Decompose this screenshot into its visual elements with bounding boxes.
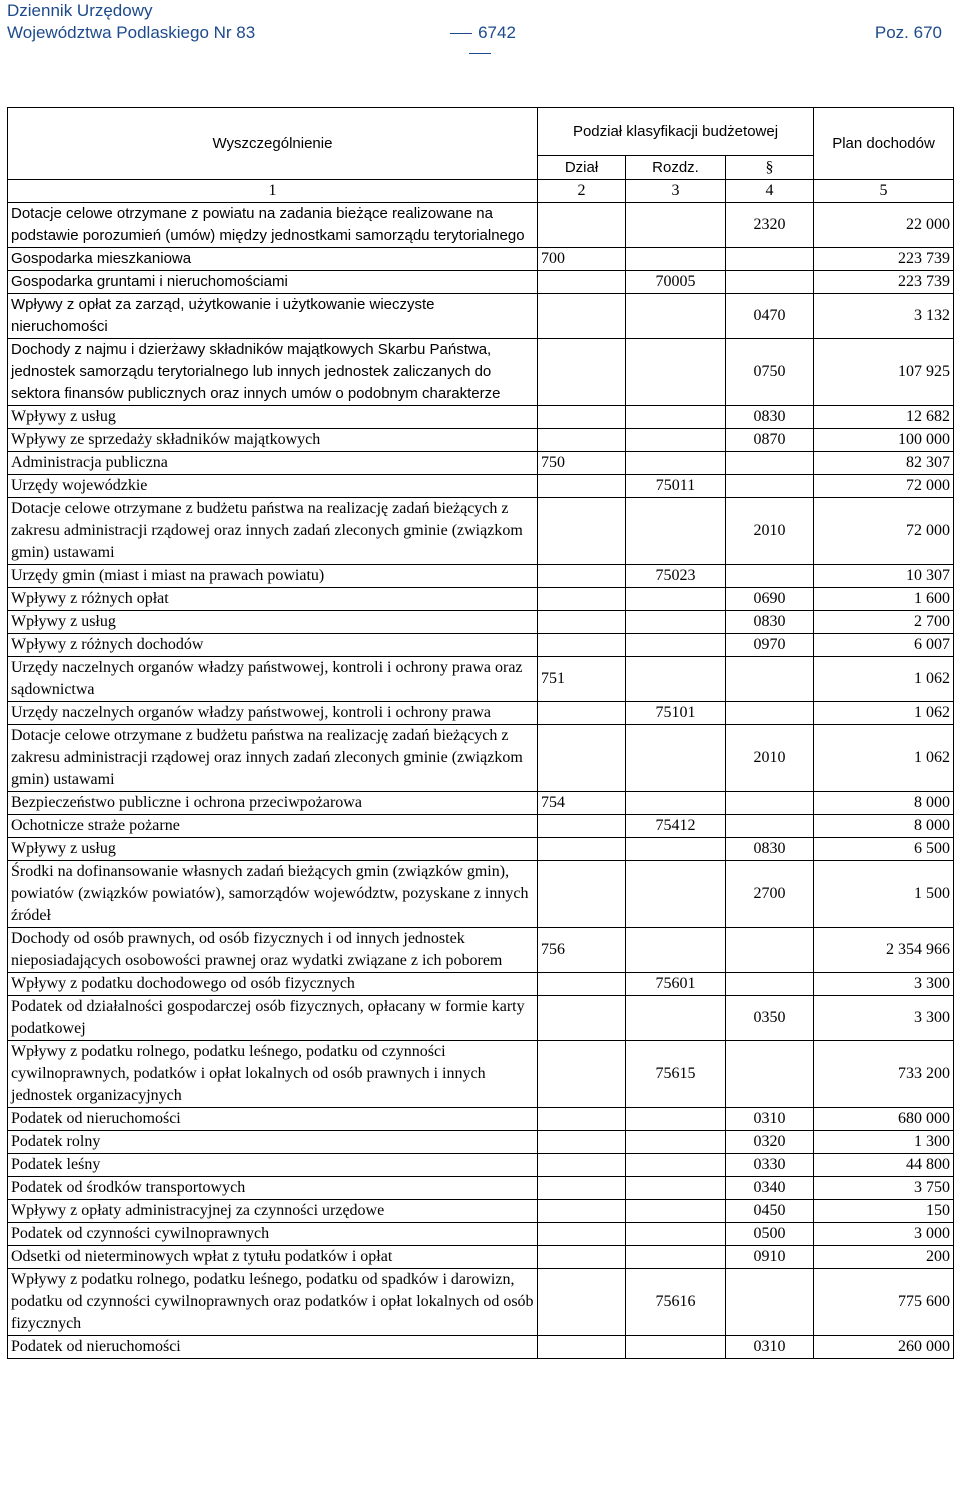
- row-paragraph: 0310: [726, 1108, 814, 1131]
- row-paragraph: [726, 565, 814, 588]
- header-dzial: Dział: [538, 156, 626, 180]
- row-dzial: [538, 1336, 626, 1359]
- row-description: Wpływy z usług: [8, 611, 538, 634]
- row-paragraph: [726, 973, 814, 996]
- row-rozdzial: [626, 203, 726, 248]
- row-rozdzial: 75615: [626, 1041, 726, 1108]
- row-plan-amount: 72 000: [814, 475, 954, 498]
- row-plan-amount: 1 062: [814, 702, 954, 725]
- header-description: Wyszczególnienie: [8, 108, 538, 180]
- row-rozdzial: [626, 498, 726, 565]
- row-plan-amount: 1 600: [814, 588, 954, 611]
- table-row: [8, 838, 954, 861]
- row-paragraph: 0470: [726, 294, 814, 339]
- table-row: [8, 248, 954, 271]
- row-description: Urzędy naczelnych organów władzy państwowej, kontroli i ochrony prawa: [8, 702, 538, 725]
- row-dzial: [538, 838, 626, 861]
- table-row: [8, 702, 954, 725]
- header-row-top: [8, 108, 954, 156]
- row-description: Podatek od środków transportowych: [8, 1177, 538, 1200]
- row-plan-amount: 1 300: [814, 1131, 954, 1154]
- column-number: 2: [538, 180, 626, 203]
- row-rozdzial: [626, 996, 726, 1041]
- row-plan-amount: 200: [814, 1246, 954, 1269]
- row-description: Dochody od osób prawnych, od osób fizycznych i od innych jednostek nieposiadających osobowości prawnej oraz wydatki związane z ich poborem: [8, 928, 538, 973]
- income-plan-table: [7, 107, 954, 1359]
- row-paragraph: 2010: [726, 498, 814, 565]
- table-row: [8, 657, 954, 702]
- table-row: [8, 725, 954, 792]
- table-row: [8, 588, 954, 611]
- row-dzial: [538, 475, 626, 498]
- table-row: [8, 1223, 954, 1246]
- row-description: Wpływy z opłat za zarząd, użytkowanie i użytkowanie wieczyste nieruchomości: [8, 294, 538, 339]
- row-dzial: [538, 588, 626, 611]
- table-row: [8, 861, 954, 928]
- row-plan-amount: 775 600: [814, 1269, 954, 1336]
- table-row: [8, 928, 954, 973]
- row-paragraph: [726, 792, 814, 815]
- table-row: [8, 1131, 954, 1154]
- table-row: [8, 1041, 954, 1108]
- row-rozdzial: [626, 429, 726, 452]
- row-dzial: [538, 1200, 626, 1223]
- row-paragraph: [726, 1269, 814, 1336]
- row-rozdzial: [626, 294, 726, 339]
- row-description: Dotacje celowe otrzymane z budżetu państwa na realizację zadań bieżących z zakresu administracji rządowej oraz innych zadań zleconych gminie (związkom gmin) ustawami: [8, 725, 538, 792]
- row-plan-amount: 8 000: [814, 792, 954, 815]
- table-row: [8, 1246, 954, 1269]
- table-row: [8, 452, 954, 475]
- row-dzial: [538, 725, 626, 792]
- row-dzial: [538, 702, 626, 725]
- table-row: [8, 1200, 954, 1223]
- header-rozdz: Rozdz.: [626, 156, 726, 180]
- row-rozdzial: 75601: [626, 973, 726, 996]
- row-plan-amount: 44 800: [814, 1154, 954, 1177]
- row-description: Dotacje celowe otrzymane z powiatu na zadania bieżące realizowane na podstawie porozumień (umów) między jednostkami samorządu terytorialnego: [8, 203, 538, 248]
- table-row: [8, 611, 954, 634]
- page-number: 6742: [430, 23, 530, 63]
- row-plan-amount: 223 739: [814, 248, 954, 271]
- row-rozdzial: 75616: [626, 1269, 726, 1336]
- row-rozdzial: [626, 1336, 726, 1359]
- row-dzial: [538, 861, 626, 928]
- table-row: [8, 1154, 954, 1177]
- row-paragraph: 0750: [726, 339, 814, 406]
- row-description: Urzędy gmin (miast i miast na prawach powiatu): [8, 565, 538, 588]
- column-number: 4: [726, 180, 814, 203]
- row-rozdzial: [626, 657, 726, 702]
- row-plan-amount: 733 200: [814, 1041, 954, 1108]
- row-plan-amount: 3 750: [814, 1177, 954, 1200]
- header-plan: Plan dochodów: [814, 108, 954, 180]
- table-row: [8, 565, 954, 588]
- row-rozdzial: [626, 838, 726, 861]
- row-plan-amount: 1 062: [814, 725, 954, 792]
- row-plan-amount: 1 500: [814, 861, 954, 928]
- row-paragraph: [726, 1041, 814, 1108]
- row-paragraph: [726, 452, 814, 475]
- journal-subtitle: Województwa Podlaskiego Nr 83: [7, 23, 256, 42]
- row-description: Wpływy z podatku rolnego, podatku leśnego, podatku od spadków i darowizn, podatku od czynności cywilnoprawnych oraz podatków i opłat lokalnych od osób fizycznych: [8, 1269, 538, 1336]
- row-description: Wpływy z różnych opłat: [8, 588, 538, 611]
- row-dzial: [538, 1131, 626, 1154]
- row-plan-amount: 3 132: [814, 294, 954, 339]
- row-rozdzial: 75011: [626, 475, 726, 498]
- row-description: Ochotnicze straże pożarne: [8, 815, 538, 838]
- table-row: [8, 1269, 954, 1336]
- row-rozdzial: [626, 1177, 726, 1200]
- row-dzial: [538, 996, 626, 1041]
- row-dzial: [538, 1223, 626, 1246]
- row-description: Podatek leśny: [8, 1154, 538, 1177]
- row-dzial: [538, 973, 626, 996]
- row-plan-amount: 8 000: [814, 815, 954, 838]
- row-description: Wpływy z usług: [8, 406, 538, 429]
- row-rozdzial: 75101: [626, 702, 726, 725]
- row-plan-amount: 107 925: [814, 339, 954, 406]
- row-dzial: [538, 1108, 626, 1131]
- row-paragraph: [726, 928, 814, 973]
- row-plan-amount: 100 000: [814, 429, 954, 452]
- row-rozdzial: [626, 725, 726, 792]
- row-paragraph: [726, 815, 814, 838]
- row-description: Gospodarka mieszkaniowa: [8, 248, 538, 271]
- column-number: 3: [626, 180, 726, 203]
- row-rozdzial: 75412: [626, 815, 726, 838]
- row-plan-amount: 2 700: [814, 611, 954, 634]
- row-paragraph: 0500: [726, 1223, 814, 1246]
- header-paragraph: §: [726, 156, 814, 180]
- row-description: Dochody z najmu i dzierżawy składników majątkowych Skarbu Państwa, jednostek samorządu terytorialnego lub innych jednostek zaliczanych do sektora finansów publicznych oraz innych umów o podobnym charakterze: [8, 339, 538, 406]
- table-row: [8, 339, 954, 406]
- row-paragraph: 0310: [726, 1336, 814, 1359]
- row-plan-amount: 3 300: [814, 973, 954, 996]
- row-rozdzial: [626, 792, 726, 815]
- page-header: [0, 0, 960, 48]
- row-rozdzial: [626, 1108, 726, 1131]
- row-rozdzial: [626, 406, 726, 429]
- row-dzial: [538, 815, 626, 838]
- row-rozdzial: [626, 928, 726, 973]
- table-row: [8, 203, 954, 248]
- row-rozdzial: 70005: [626, 271, 726, 294]
- row-plan-amount: 82 307: [814, 452, 954, 475]
- row-rozdzial: [626, 861, 726, 928]
- row-description: Administracja publiczna: [8, 452, 538, 475]
- table-row: [8, 294, 954, 339]
- table-row: [8, 792, 954, 815]
- row-dzial: 754: [538, 792, 626, 815]
- row-rozdzial: [626, 588, 726, 611]
- row-dzial: [538, 339, 626, 406]
- table-row: [8, 815, 954, 838]
- row-plan-amount: 72 000: [814, 498, 954, 565]
- row-paragraph: 0830: [726, 406, 814, 429]
- row-description: Podatek od działalności gospodarczej osób fizycznych, opłacany w formie karty podatkowej: [8, 996, 538, 1041]
- row-rozdzial: [626, 452, 726, 475]
- row-dzial: [538, 429, 626, 452]
- table-body: [8, 203, 954, 1359]
- row-paragraph: 0450: [726, 1200, 814, 1223]
- column-number: 5: [814, 180, 954, 203]
- row-paragraph: 2700: [726, 861, 814, 928]
- position-number: Poz. 670: [874, 23, 942, 42]
- row-dzial: 750: [538, 452, 626, 475]
- row-paragraph: 0330: [726, 1154, 814, 1177]
- row-paragraph: [726, 248, 814, 271]
- row-description: Podatek od czynności cywilnoprawnych: [8, 1223, 538, 1246]
- row-description: Podatek od nieruchomości: [8, 1108, 538, 1131]
- row-plan-amount: 6 500: [814, 838, 954, 861]
- row-paragraph: [726, 702, 814, 725]
- row-paragraph: 0970: [726, 634, 814, 657]
- journal-title: Dziennik Urzędowy: [7, 1, 153, 20]
- row-rozdzial: [626, 1200, 726, 1223]
- row-rozdzial: 75023: [626, 565, 726, 588]
- row-description: Wpływy z podatku rolnego, podatku leśnego, podatku od czynności cywilnoprawnych, podatków i opłat lokalnych od osób prawnych i innych jednostek organizacyjnych: [8, 1041, 538, 1108]
- table-row: [8, 475, 954, 498]
- row-plan-amount: 22 000: [814, 203, 954, 248]
- row-dzial: [538, 1246, 626, 1269]
- row-paragraph: [726, 657, 814, 702]
- row-rozdzial: [626, 634, 726, 657]
- row-dzial: [538, 294, 626, 339]
- row-description: Gospodarka gruntami i nieruchomościami: [8, 271, 538, 294]
- row-paragraph: 0340: [726, 1177, 814, 1200]
- row-paragraph: [726, 475, 814, 498]
- row-dzial: [538, 1041, 626, 1108]
- table-row: [8, 1177, 954, 1200]
- row-plan-amount: 223 739: [814, 271, 954, 294]
- row-plan-amount: 3 000: [814, 1223, 954, 1246]
- row-plan-amount: 3 300: [814, 996, 954, 1041]
- row-rozdzial: [626, 1131, 726, 1154]
- row-description: Bezpieczeństwo publiczne i ochrona przeciwpożarowa: [8, 792, 538, 815]
- row-dzial: [538, 498, 626, 565]
- row-rozdzial: [626, 1223, 726, 1246]
- row-dzial: [538, 271, 626, 294]
- row-paragraph: 0830: [726, 611, 814, 634]
- row-rozdzial: [626, 248, 726, 271]
- row-description: Podatek rolny: [8, 1131, 538, 1154]
- table-row: [8, 271, 954, 294]
- row-paragraph: 0320: [726, 1131, 814, 1154]
- row-paragraph: 2010: [726, 725, 814, 792]
- row-description: Podatek od nieruchomości: [8, 1336, 538, 1359]
- row-dzial: 751: [538, 657, 626, 702]
- table-row: [8, 1336, 954, 1359]
- row-description: Wpływy ze sprzedaży składników majątkowych: [8, 429, 538, 452]
- row-paragraph: 0910: [726, 1246, 814, 1269]
- row-rozdzial: [626, 611, 726, 634]
- row-plan-amount: 6 007: [814, 634, 954, 657]
- row-dzial: [538, 1177, 626, 1200]
- row-paragraph: 0350: [726, 996, 814, 1041]
- row-description: Wpływy z usług: [8, 838, 538, 861]
- row-plan-amount: 2 354 966: [814, 928, 954, 973]
- row-description: Wpływy z opłaty administracyjnej za czynności urzędowe: [8, 1200, 538, 1223]
- row-plan-amount: 1 062: [814, 657, 954, 702]
- row-plan-amount: 12 682: [814, 406, 954, 429]
- row-description: Środki na dofinansowanie własnych zadań bieżących gmin (związków gmin), powiatów (związków powiatów), samorządów województw, pozyskane z innych źródeł: [8, 861, 538, 928]
- row-dzial: [538, 1154, 626, 1177]
- row-paragraph: 0690: [726, 588, 814, 611]
- column-number: 1: [8, 180, 538, 203]
- table-row: [8, 406, 954, 429]
- row-description: Odsetki od nieterminowych wpłat z tytułu podatków i opłat: [8, 1246, 538, 1269]
- row-description: Dotacje celowe otrzymane z budżetu państwa na realizację zadań bieżących z zakresu administracji rządowej oraz innych zadań zleconych gminie (związkom gmin) ustawami: [8, 498, 538, 565]
- row-dzial: 700: [538, 248, 626, 271]
- row-rozdzial: [626, 1246, 726, 1269]
- row-paragraph: [726, 271, 814, 294]
- table-row: [8, 973, 954, 996]
- row-dzial: [538, 1269, 626, 1336]
- row-dzial: [538, 611, 626, 634]
- row-description: Urzędy wojewódzkie: [8, 475, 538, 498]
- table-row: [8, 996, 954, 1041]
- row-paragraph: 0870: [726, 429, 814, 452]
- row-plan-amount: 260 000: [814, 1336, 954, 1359]
- row-plan-amount: 150: [814, 1200, 954, 1223]
- row-paragraph: 2320: [726, 203, 814, 248]
- row-rozdzial: [626, 339, 726, 406]
- row-description: Urzędy naczelnych organów władzy państwowej, kontroli i ochrony prawa oraz sądownictwa: [8, 657, 538, 702]
- row-dzial: [538, 565, 626, 588]
- row-description: Wpływy z podatku dochodowego od osób fizycznych: [8, 973, 538, 996]
- table-row: [8, 634, 954, 657]
- header-classification: Podział klasyfikacji budżetowej: [538, 108, 814, 156]
- row-dzial: [538, 406, 626, 429]
- row-rozdzial: [626, 1154, 726, 1177]
- row-plan-amount: 680 000: [814, 1108, 954, 1131]
- row-dzial: 756: [538, 928, 626, 973]
- table-row: [8, 1108, 954, 1131]
- row-paragraph: 0830: [726, 838, 814, 861]
- row-dzial: [538, 203, 626, 248]
- row-description: Wpływy z różnych dochodów: [8, 634, 538, 657]
- table-row: [8, 429, 954, 452]
- column-number-row: [8, 180, 954, 203]
- row-plan-amount: 10 307: [814, 565, 954, 588]
- row-dzial: [538, 634, 626, 657]
- table-row: [8, 498, 954, 565]
